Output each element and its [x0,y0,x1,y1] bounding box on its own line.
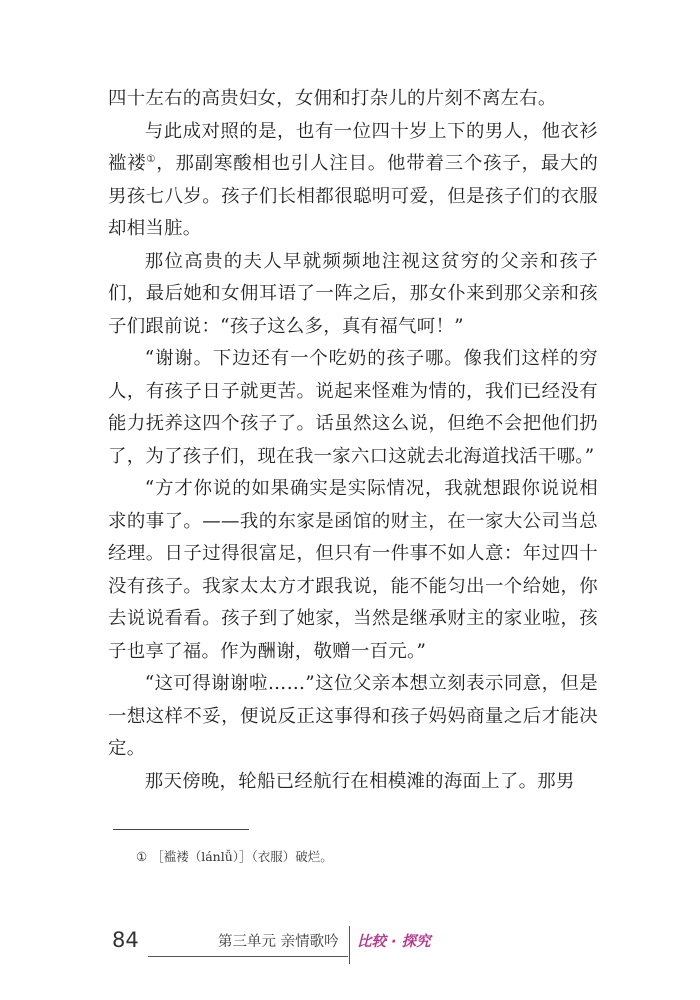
paragraph-father-hesitates: “这可得谢谢啦……”这位父亲本想立刻表示同意，但是一想这样不妥，便说反正这事得和孩子妈妈商量之后才能决定。 [108,673,598,759]
unit-title: 第三单元 亲情歌吟 [218,934,339,950]
paragraph-evening: 那天傍晚，轮船已经航行在相模滩的海面上了。那男 [144,770,575,792]
footnote-text: ［褴褛（lánlǚ）］（衣服）破烂。 [151,849,333,864]
paragraph-maid-request: “方才你说的如果确实是实际情况，我就想跟你说说相求的事了。——我的东家是函馆的财主，在一家大公司当总经理。日子过得很富足，但只有一件事不如人意：年过四十没有孩子。我家太太方才跟我说，能不能匀出一个给她，你去说说看看。孩子到了她家，当然是继承财主的家业啦，孩子也享了福。作为酬谢，敬赠一百元。” [108,478,598,662]
footnote-divider [113,829,249,830]
footnote [136,849,333,865]
paragraph-contrast-part1: 与此成对照的是，也有一位四十岁上下的男人，他衣衫褴褛 [108,120,598,174]
footer-vertical-divider [349,926,350,964]
page-number: 84 [112,928,139,952]
footnote-marker: ① [146,153,157,165]
footnote-number: ① [136,849,148,864]
paragraph-contrast-part2: ，那副寒酸相也引人注目。他带着三个孩子，最大的男孩七八岁。孩子们长相都很聪明可爱，但是孩子们的衣服却相当脏。 [108,153,599,239]
page-footer [0,922,700,962]
section-title: 比较 · 探究 [357,934,431,950]
body-text [108,83,598,798]
paragraph-noble-lady: 那位高贵的夫人早就频频地注视这贫穷的父亲和孩子们，最后她和女佣耳语了一阵之后，那女仆来到那父亲和孩子们跟前说：“孩子这么多，真有福气呵！” [108,250,598,337]
paragraph-contrast [108,116,598,246]
paragraph-father-reply: “谢谢。下边还有一个吃奶的孩子哪。像我们这样的穷人，有孩子日子就更苦。说起来怪难为情的，我们已经没有能力抚养这四个孩子了。话虽然这么说，但绝不会把他们扔了，为了孩子们，现在我一家六口这就去北海道找活干哪。” [108,348,598,467]
paragraph-continued: 四十左右的高贵妇女，女佣和打杂儿的片刻不离左右。 [108,88,557,109]
footer-divider [148,956,348,957]
